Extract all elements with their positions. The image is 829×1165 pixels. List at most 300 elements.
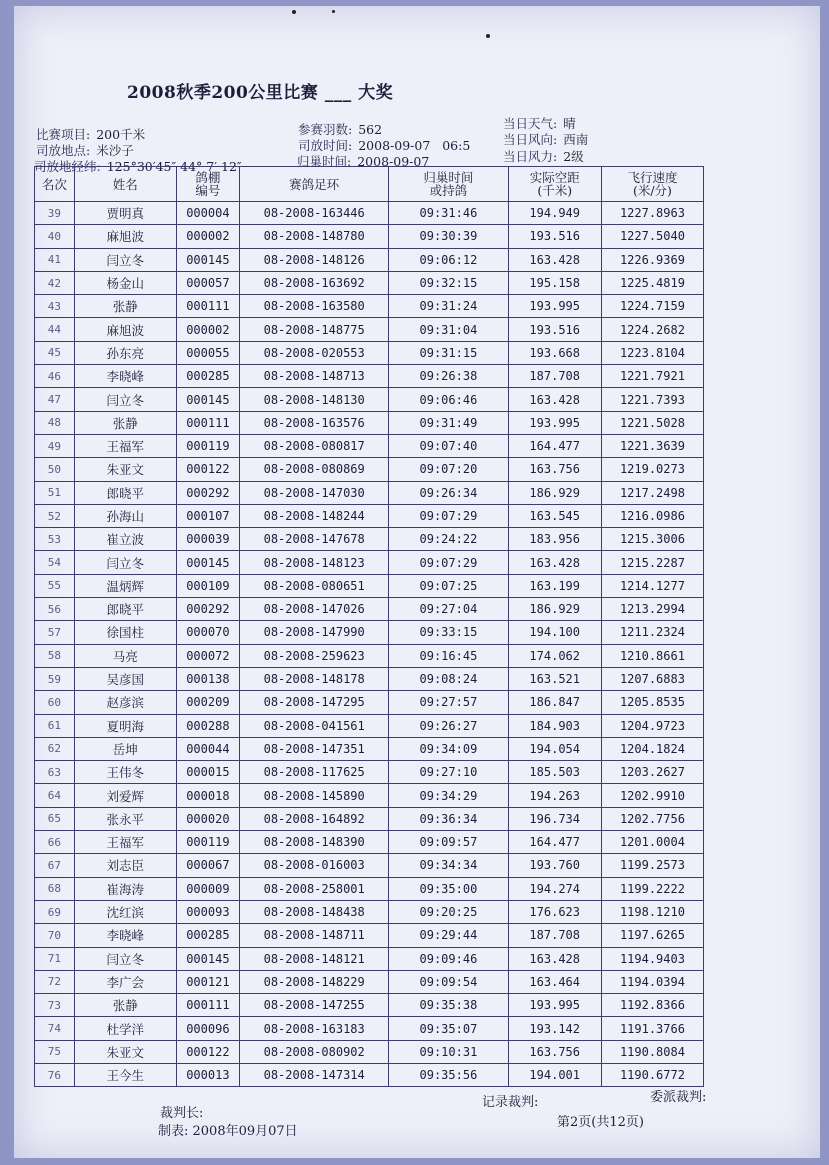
distance-cell: 193.516 <box>508 225 601 248</box>
table-row <box>35 807 704 830</box>
rank-cell: 75 <box>35 1040 75 1063</box>
name-cell: 王伟冬 <box>74 761 176 784</box>
ring-cell: 08-2008-080651 <box>240 574 389 597</box>
speed-cell: 1205.8535 <box>601 691 703 714</box>
ring-cell: 08-2008-258001 <box>240 877 389 900</box>
table-row <box>35 248 704 271</box>
table-row <box>35 714 704 737</box>
table-row <box>35 900 704 923</box>
footer-made-date: 制表: 2008年09月07日 <box>158 1124 298 1139</box>
speck <box>486 34 490 38</box>
name-cell: 孙海山 <box>74 504 176 527</box>
table-header-row <box>35 167 704 202</box>
loft-cell: 000002 <box>176 225 239 248</box>
name-cell: 贾明真 <box>74 202 176 225</box>
time-cell: 09:35:56 <box>389 1063 508 1086</box>
time-cell: 09:07:29 <box>389 504 508 527</box>
ring-cell: 08-2008-147255 <box>240 994 389 1017</box>
distance-cell: 194.263 <box>508 784 601 807</box>
time-cell: 09:08:24 <box>389 667 508 690</box>
ring-cell: 08-2008-148390 <box>240 831 389 854</box>
loft-cell: 000145 <box>176 947 239 970</box>
name-cell: 刘志臣 <box>74 854 176 877</box>
table-row <box>35 924 704 947</box>
name-cell: 崔立波 <box>74 528 176 551</box>
name-cell: 崔海涛 <box>74 877 176 900</box>
info-count: 参赛羽数: 562 <box>298 122 383 137</box>
speed-cell: 1221.5028 <box>601 411 703 434</box>
rank-cell: 43 <box>35 295 75 318</box>
info-site: 司放地点: 米沙子 <box>36 143 134 158</box>
loft-cell: 000119 <box>176 434 239 457</box>
table-row <box>35 434 704 457</box>
distance-cell: 193.516 <box>508 318 601 341</box>
time-cell: 09:27:04 <box>389 598 508 621</box>
speed-cell: 1207.6883 <box>601 667 703 690</box>
ring-cell: 08-2008-148121 <box>240 947 389 970</box>
header-loft: 鸽棚 编号 <box>176 167 239 202</box>
table-row <box>35 737 704 760</box>
distance-cell: 163.428 <box>508 947 601 970</box>
name-cell: 麻旭波 <box>74 318 176 341</box>
speed-cell: 1227.5040 <box>601 225 703 248</box>
name-cell: 张永平 <box>74 807 176 830</box>
speed-cell: 1199.2573 <box>601 854 703 877</box>
distance-cell: 186.929 <box>508 481 601 504</box>
ring-cell: 08-2008-080817 <box>240 434 389 457</box>
ring-cell: 08-2008-164892 <box>240 807 389 830</box>
speed-cell: 1215.3006 <box>601 528 703 551</box>
rank-cell: 73 <box>35 994 75 1017</box>
rank-cell: 74 <box>35 1017 75 1040</box>
speed-cell: 1194.9403 <box>601 947 703 970</box>
distance-cell: 163.545 <box>508 504 601 527</box>
loft-cell: 000288 <box>176 714 239 737</box>
name-cell: 王福军 <box>74 434 176 457</box>
loft-cell: 000072 <box>176 644 239 667</box>
distance-cell: 194.054 <box>508 737 601 760</box>
distance-cell: 163.464 <box>508 970 601 993</box>
time-cell: 09:09:54 <box>389 970 508 993</box>
rank-cell: 42 <box>35 271 75 294</box>
name-cell: 麻旭波 <box>74 225 176 248</box>
speed-cell: 1213.2994 <box>601 598 703 621</box>
ring-cell: 08-2008-080869 <box>240 458 389 481</box>
distance-cell: 163.428 <box>508 388 601 411</box>
rank-cell: 45 <box>35 341 75 364</box>
speed-cell: 1204.1824 <box>601 737 703 760</box>
speck <box>292 10 296 14</box>
time-cell: 09:09:46 <box>389 947 508 970</box>
time-cell: 09:09:57 <box>389 831 508 854</box>
loft-cell: 000055 <box>176 341 239 364</box>
loft-cell: 000018 <box>176 784 239 807</box>
table-row <box>35 551 704 574</box>
name-cell: 夏明海 <box>74 714 176 737</box>
footer-page-number: 第2页(共12页) <box>557 1115 644 1130</box>
loft-cell: 000057 <box>176 271 239 294</box>
name-cell: 闫立冬 <box>74 551 176 574</box>
loft-cell: 000119 <box>176 831 239 854</box>
name-cell: 杜学洋 <box>74 1017 176 1040</box>
name-cell: 杨金山 <box>74 271 176 294</box>
distance-cell: 163.428 <box>508 248 601 271</box>
name-cell: 闫立冬 <box>74 248 176 271</box>
speed-cell: 1225.4819 <box>601 271 703 294</box>
time-cell: 09:20:25 <box>389 900 508 923</box>
loft-cell: 000121 <box>176 970 239 993</box>
rank-cell: 63 <box>35 761 75 784</box>
info-coords: 司放地经纬: 125°30′45″ 44° 7′ 12″ <box>34 159 242 174</box>
ring-cell: 08-2008-148178 <box>240 667 389 690</box>
ring-cell: 08-2008-080902 <box>240 1040 389 1063</box>
distance-cell: 195.158 <box>508 271 601 294</box>
name-cell: 闫立冬 <box>74 388 176 411</box>
rank-cell: 68 <box>35 877 75 900</box>
table-row <box>35 481 704 504</box>
distance-cell: 176.623 <box>508 900 601 923</box>
speed-cell: 1221.7921 <box>601 365 703 388</box>
header-distance: 实际空距 (千米) <box>508 167 601 202</box>
rank-cell: 59 <box>35 667 75 690</box>
ring-cell: 08-2008-148130 <box>240 388 389 411</box>
ring-cell: 08-2008-148711 <box>240 924 389 947</box>
ring-cell: 08-2008-147351 <box>240 737 389 760</box>
distance-cell: 193.668 <box>508 341 601 364</box>
distance-cell: 184.903 <box>508 714 601 737</box>
header-time: 归巢时间 或持鸽 <box>389 167 508 202</box>
info-wind-direction: 当日风向: 西南 <box>503 132 589 147</box>
info-weather: 当日天气: 晴 <box>503 116 576 131</box>
ring-cell: 08-2008-020553 <box>240 341 389 364</box>
loft-cell: 000039 <box>176 528 239 551</box>
speed-cell: 1203.2627 <box>601 761 703 784</box>
table-row <box>35 318 704 341</box>
distance-cell: 185.503 <box>508 761 601 784</box>
name-cell: 吴彦国 <box>74 667 176 690</box>
rank-cell: 58 <box>35 644 75 667</box>
table-row <box>35 831 704 854</box>
loft-cell: 000285 <box>176 365 239 388</box>
loft-cell: 000111 <box>176 295 239 318</box>
header-rank: 名次 <box>35 167 75 202</box>
time-cell: 09:31:24 <box>389 295 508 318</box>
speed-cell: 1210.8661 <box>601 644 703 667</box>
loft-cell: 000044 <box>176 737 239 760</box>
rank-cell: 67 <box>35 854 75 877</box>
name-cell: 李晓峰 <box>74 924 176 947</box>
ring-cell: 08-2008-147990 <box>240 621 389 644</box>
speed-cell: 1211.2324 <box>601 621 703 644</box>
loft-cell: 000067 <box>176 854 239 877</box>
ring-cell: 08-2008-147314 <box>240 1063 389 1086</box>
speed-cell: 1221.3639 <box>601 434 703 457</box>
table-row <box>35 1063 704 1086</box>
footer-recorder: 记录裁判: <box>482 1095 539 1110</box>
speed-cell: 1198.1210 <box>601 900 703 923</box>
info-event: 比赛项目: 200千米 <box>36 127 146 142</box>
speed-cell: 1202.9910 <box>601 784 703 807</box>
distance-cell: 186.847 <box>508 691 601 714</box>
time-cell: 09:26:38 <box>389 365 508 388</box>
name-cell: 刘爱辉 <box>74 784 176 807</box>
name-cell: 李广会 <box>74 970 176 993</box>
speed-cell: 1190.8084 <box>601 1040 703 1063</box>
time-cell: 09:35:00 <box>389 877 508 900</box>
name-cell: 闫立冬 <box>74 947 176 970</box>
time-cell: 09:07:25 <box>389 574 508 597</box>
time-cell: 09:31:46 <box>389 202 508 225</box>
ring-cell: 08-2008-259623 <box>240 644 389 667</box>
name-cell: 岳坤 <box>74 737 176 760</box>
table-row <box>35 202 704 225</box>
rank-cell: 64 <box>35 784 75 807</box>
rank-cell: 54 <box>35 551 75 574</box>
results-table <box>34 166 704 1087</box>
distance-cell: 186.929 <box>508 598 601 621</box>
name-cell: 李晓峰 <box>74 365 176 388</box>
rank-cell: 40 <box>35 225 75 248</box>
ring-cell: 08-2008-145890 <box>240 784 389 807</box>
table-row <box>35 761 704 784</box>
time-cell: 09:07:29 <box>389 551 508 574</box>
table-row <box>35 644 704 667</box>
speck <box>332 10 335 13</box>
ring-cell: 08-2008-117625 <box>240 761 389 784</box>
time-cell: 09:33:15 <box>389 621 508 644</box>
loft-cell: 000145 <box>176 388 239 411</box>
speed-cell: 1191.3766 <box>601 1017 703 1040</box>
ring-cell: 08-2008-041561 <box>240 714 389 737</box>
speed-cell: 1202.7756 <box>601 807 703 830</box>
speed-cell: 1215.2287 <box>601 551 703 574</box>
loft-cell: 000013 <box>176 1063 239 1086</box>
rank-cell: 50 <box>35 458 75 481</box>
speed-cell: 1226.9369 <box>601 248 703 271</box>
rank-cell: 57 <box>35 621 75 644</box>
rank-cell: 44 <box>35 318 75 341</box>
speed-cell: 1224.7159 <box>601 295 703 318</box>
speed-cell: 1221.7393 <box>601 388 703 411</box>
table-row <box>35 1017 704 1040</box>
name-cell: 徐国柱 <box>74 621 176 644</box>
table-body <box>35 202 704 1087</box>
time-cell: 09:06:12 <box>389 248 508 271</box>
loft-cell: 000122 <box>176 1040 239 1063</box>
table-row <box>35 295 704 318</box>
table-row <box>35 271 704 294</box>
speed-cell: 1214.1277 <box>601 574 703 597</box>
time-cell: 09:31:15 <box>389 341 508 364</box>
time-cell: 09:32:15 <box>389 271 508 294</box>
distance-cell: 187.708 <box>508 365 601 388</box>
ring-cell: 08-2008-148126 <box>240 248 389 271</box>
rank-cell: 56 <box>35 598 75 621</box>
time-cell: 09:16:45 <box>389 644 508 667</box>
ring-cell: 08-2008-148244 <box>240 504 389 527</box>
speed-cell: 1217.2498 <box>601 481 703 504</box>
name-cell: 朱亚文 <box>74 1040 176 1063</box>
distance-cell: 193.142 <box>508 1017 601 1040</box>
name-cell: 张静 <box>74 295 176 318</box>
loft-cell: 000209 <box>176 691 239 714</box>
table-row <box>35 667 704 690</box>
distance-cell: 193.995 <box>508 295 601 318</box>
time-cell: 09:26:34 <box>389 481 508 504</box>
name-cell: 王今生 <box>74 1063 176 1086</box>
rank-cell: 52 <box>35 504 75 527</box>
loft-cell: 000020 <box>176 807 239 830</box>
speed-cell: 1192.8366 <box>601 994 703 1017</box>
distance-cell: 174.062 <box>508 644 601 667</box>
time-cell: 09:26:27 <box>389 714 508 737</box>
name-cell: 孙东亮 <box>74 341 176 364</box>
distance-cell: 164.477 <box>508 434 601 457</box>
ring-cell: 08-2008-147295 <box>240 691 389 714</box>
speed-cell: 1190.6772 <box>601 1063 703 1086</box>
name-cell: 沈红滨 <box>74 900 176 923</box>
time-cell: 09:27:10 <box>389 761 508 784</box>
table-row <box>35 1040 704 1063</box>
document-title: 2008秋季200公里比赛 ___ 大奖 <box>127 83 394 103</box>
info-release-time: 司放时间: 2008-09-07 06:5 <box>298 138 471 153</box>
name-cell: 朱亚文 <box>74 458 176 481</box>
rank-cell: 66 <box>35 831 75 854</box>
loft-cell: 000107 <box>176 504 239 527</box>
name-cell: 温炳辉 <box>74 574 176 597</box>
rank-cell: 60 <box>35 691 75 714</box>
time-cell: 09:07:40 <box>389 434 508 457</box>
table-row <box>35 970 704 993</box>
rank-cell: 69 <box>35 900 75 923</box>
distance-cell: 194.949 <box>508 202 601 225</box>
speed-cell: 1199.2222 <box>601 877 703 900</box>
distance-cell: 183.956 <box>508 528 601 551</box>
time-cell: 09:29:44 <box>389 924 508 947</box>
ring-cell: 08-2008-163576 <box>240 411 389 434</box>
time-cell: 09:36:34 <box>389 807 508 830</box>
rank-cell: 55 <box>35 574 75 597</box>
rank-cell: 65 <box>35 807 75 830</box>
table-row <box>35 504 704 527</box>
table-row <box>35 947 704 970</box>
ring-cell: 08-2008-016003 <box>240 854 389 877</box>
distance-cell: 194.001 <box>508 1063 601 1086</box>
ring-cell: 08-2008-148438 <box>240 900 389 923</box>
name-cell: 张静 <box>74 994 176 1017</box>
table-row <box>35 341 704 364</box>
distance-cell: 164.477 <box>508 831 601 854</box>
ring-cell: 08-2008-147678 <box>240 528 389 551</box>
loft-cell: 000111 <box>176 411 239 434</box>
time-cell: 09:06:46 <box>389 388 508 411</box>
table-row <box>35 621 704 644</box>
loft-cell: 000138 <box>176 667 239 690</box>
speed-cell: 1194.0394 <box>601 970 703 993</box>
loft-cell: 000109 <box>176 574 239 597</box>
table-row <box>35 458 704 481</box>
ring-cell: 08-2008-148775 <box>240 318 389 341</box>
info-wind-force: 当日风力: 2级 <box>503 149 584 164</box>
loft-cell: 000096 <box>176 1017 239 1040</box>
time-cell: 09:27:57 <box>389 691 508 714</box>
ring-cell: 08-2008-163183 <box>240 1017 389 1040</box>
time-cell: 09:34:29 <box>389 784 508 807</box>
ring-cell: 08-2008-148123 <box>240 551 389 574</box>
loft-cell: 000009 <box>176 877 239 900</box>
rank-cell: 76 <box>35 1063 75 1086</box>
table-row <box>35 411 704 434</box>
table-row <box>35 388 704 411</box>
ring-cell: 08-2008-163692 <box>240 271 389 294</box>
distance-cell: 163.428 <box>508 551 601 574</box>
rank-cell: 62 <box>35 737 75 760</box>
distance-cell: 163.756 <box>508 1040 601 1063</box>
loft-cell: 000070 <box>176 621 239 644</box>
time-cell: 09:24:22 <box>389 528 508 551</box>
rank-cell: 53 <box>35 528 75 551</box>
table-row <box>35 854 704 877</box>
speed-cell: 1201.0004 <box>601 831 703 854</box>
table-row <box>35 225 704 248</box>
loft-cell: 000145 <box>176 551 239 574</box>
ring-cell: 08-2008-147030 <box>240 481 389 504</box>
ring-cell: 08-2008-147026 <box>240 598 389 621</box>
rank-cell: 61 <box>35 714 75 737</box>
name-cell: 赵彦滨 <box>74 691 176 714</box>
ring-cell: 08-2008-163446 <box>240 202 389 225</box>
loft-cell: 000285 <box>176 924 239 947</box>
table-row <box>35 691 704 714</box>
distance-cell: 193.760 <box>508 854 601 877</box>
time-cell: 09:31:49 <box>389 411 508 434</box>
rank-cell: 41 <box>35 248 75 271</box>
distance-cell: 193.995 <box>508 411 601 434</box>
rank-cell: 70 <box>35 924 75 947</box>
rank-cell: 51 <box>35 481 75 504</box>
loft-cell: 000122 <box>176 458 239 481</box>
table-row <box>35 598 704 621</box>
footer-appointed: 委派裁判: <box>650 1090 707 1105</box>
table-row <box>35 574 704 597</box>
table-row <box>35 528 704 551</box>
distance-cell: 196.734 <box>508 807 601 830</box>
speed-cell: 1216.0986 <box>601 504 703 527</box>
time-cell: 09:34:09 <box>389 737 508 760</box>
loft-cell: 000145 <box>176 248 239 271</box>
time-cell: 09:31:04 <box>389 318 508 341</box>
name-cell: 张静 <box>74 411 176 434</box>
time-cell: 09:07:20 <box>389 458 508 481</box>
loft-cell: 000004 <box>176 202 239 225</box>
speed-cell: 1219.0273 <box>601 458 703 481</box>
name-cell: 郎晓平 <box>74 481 176 504</box>
table-row <box>35 784 704 807</box>
loft-cell: 000111 <box>176 994 239 1017</box>
loft-cell: 000015 <box>176 761 239 784</box>
rank-cell: 72 <box>35 970 75 993</box>
distance-cell: 194.274 <box>508 877 601 900</box>
rank-cell: 47 <box>35 388 75 411</box>
time-cell: 09:35:07 <box>389 1017 508 1040</box>
speed-cell: 1204.9723 <box>601 714 703 737</box>
rank-cell: 39 <box>35 202 75 225</box>
rank-cell: 49 <box>35 434 75 457</box>
time-cell: 09:10:31 <box>389 1040 508 1063</box>
loft-cell: 000292 <box>176 598 239 621</box>
distance-cell: 163.521 <box>508 667 601 690</box>
header-speed: 飞行速度 (米/分) <box>601 167 703 202</box>
